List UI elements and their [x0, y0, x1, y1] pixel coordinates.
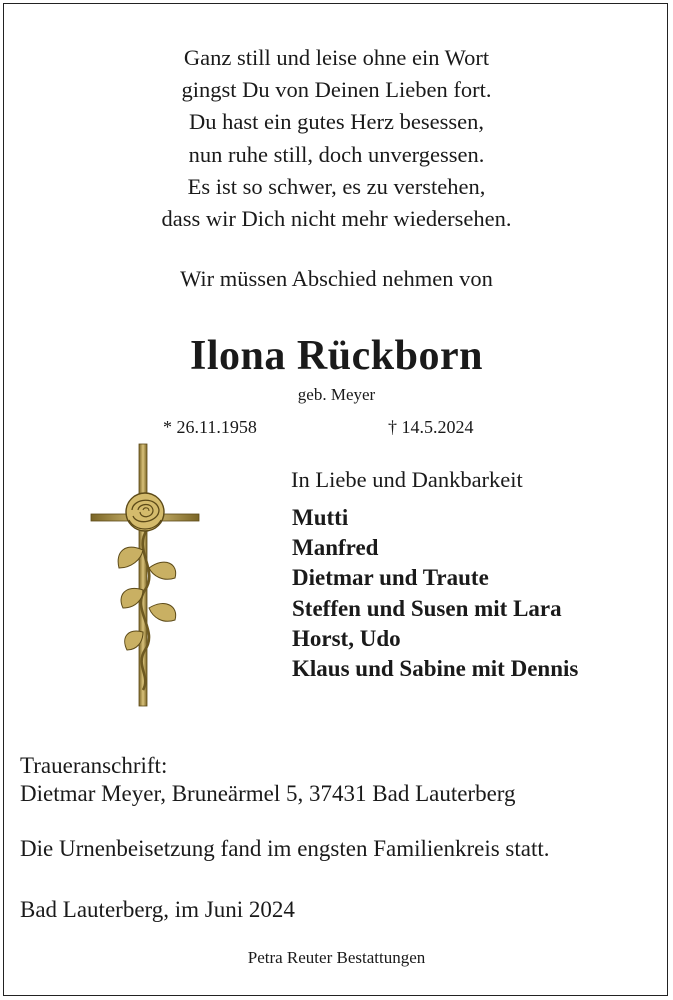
undertaker: Petra Reuter Bestattungen	[247, 948, 426, 967]
poem-line: Es ist so schwer, es zu verstehen,	[187, 173, 486, 199]
place-date: Bad Lauterberg, im Juni 2024	[20, 897, 295, 922]
mourners-intro: In Liebe und Dankbarkeit	[291, 467, 523, 492]
poem	[0, 42, 673, 235]
mourner-name: Horst, Udo	[292, 625, 401, 651]
farewell-intro: Wir müssen Abschied nehmen von	[180, 266, 493, 291]
poem-line: nun ruhe still, doch unvergessen.	[188, 141, 485, 167]
birth-date: * 26.11.1958	[163, 417, 257, 437]
cross-with-rose-icon	[85, 440, 205, 710]
poem-line: gingst Du von Deinen Lieben fort.	[181, 77, 492, 103]
poem-line: dass wir Dich nicht mehr wiedersehen.	[161, 206, 512, 232]
mourner-name: Manfred	[292, 535, 379, 561]
deceased-name: Ilona Rückborn	[190, 333, 483, 379]
mourners-list	[292, 503, 578, 684]
mourner-name: Klaus und Sabine mit Dennis	[292, 656, 579, 682]
poem-line: Ganz still und leise ohne ein Wort	[183, 45, 490, 70]
burial-notice: Die Urnenbeisetzung fand im engsten Familienkreis statt.	[20, 836, 550, 861]
mourner-name: Steffen und Susen mit Lara	[292, 595, 562, 621]
mourner-name: Mutti	[292, 505, 349, 530]
death-date: † 14.5.2024	[388, 417, 474, 437]
poem-line: Du hast ein gutes Herz besessen,	[189, 109, 484, 135]
address-value: Dietmar Meyer, Bruneärmel 5, 37431 Bad Lauterberg	[20, 781, 516, 806]
mourner-name: Dietmar und Traute	[292, 565, 489, 591]
address-label: Traueranschrift:	[20, 753, 168, 778]
birth-name: geb. Meyer	[297, 385, 376, 404]
